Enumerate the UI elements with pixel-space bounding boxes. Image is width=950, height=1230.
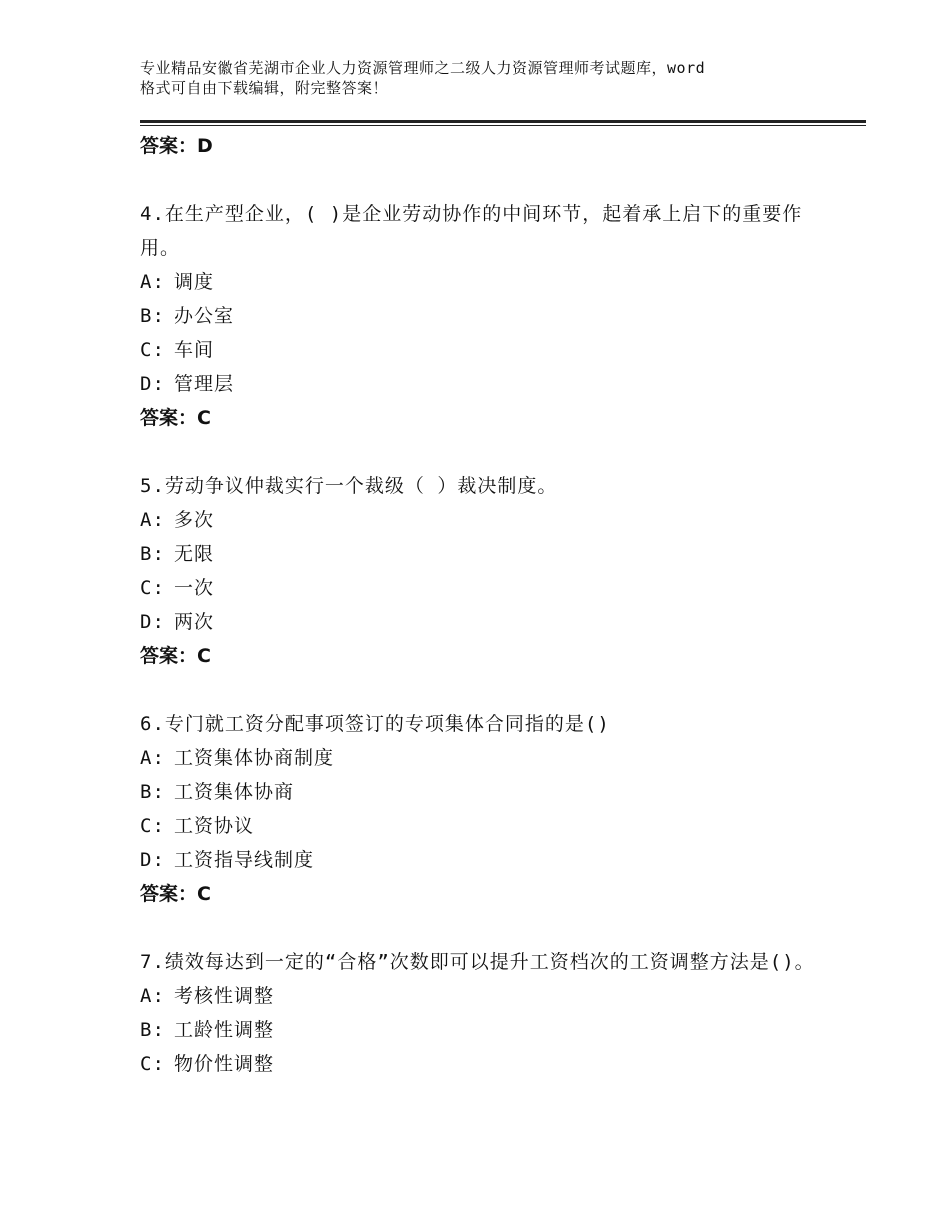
option-text: 工龄性调整 (174, 1019, 275, 1041)
option-key: C: (140, 1053, 165, 1075)
option-key: A: (140, 509, 165, 531)
question-7 (140, 945, 820, 1081)
answer-line: 答案：C (140, 883, 211, 905)
option-key: D: (140, 611, 165, 633)
option-text: 调度 (174, 271, 215, 293)
answer-line: 答案：C (140, 407, 211, 429)
option-a (140, 741, 820, 775)
option-text: 多次 (174, 509, 215, 531)
question-text: 7.绩效每达到一定的“合格”次数即可以提升工资档次的工资调整方法是()。 (140, 951, 815, 973)
option-b (140, 537, 820, 571)
option-d (140, 367, 820, 401)
option-text: 工资指导线制度 (174, 849, 315, 871)
option-key: B: (140, 305, 165, 327)
option-key: A: (140, 271, 165, 293)
option-c (140, 809, 820, 843)
option-text: 考核性调整 (174, 985, 275, 1007)
option-d (140, 843, 820, 877)
option-key: A: (140, 985, 165, 1007)
question-4 (140, 197, 820, 435)
option-a (140, 979, 820, 1013)
option-text: 车间 (174, 339, 215, 361)
question-text: 4.在生产型企业，( )是企业劳动协作的中间环节，起着承上启下的重要作用。 (140, 203, 803, 259)
option-text: 一次 (174, 577, 215, 599)
question-text: 6.专门就工资分配事项签订的专项集体合同指的是() (140, 713, 610, 735)
option-c (140, 333, 820, 367)
option-d (140, 605, 820, 639)
option-text: 管理层 (174, 373, 235, 395)
option-key: A: (140, 747, 165, 769)
option-key: D: (140, 849, 165, 871)
header-line-1: 专业精品安徽省芜湖市企业人力资源管理师之二级人力资源管理师考试题库，word (140, 59, 706, 77)
document-header (140, 58, 830, 98)
option-key: C: (140, 339, 165, 361)
option-a (140, 265, 820, 299)
option-text: 物价性调整 (174, 1053, 275, 1075)
option-text: 工资协议 (174, 815, 255, 837)
option-c (140, 571, 820, 605)
option-key: B: (140, 1019, 165, 1041)
previous-answer: 答案：D (140, 135, 213, 157)
option-text: 两次 (174, 611, 215, 633)
option-key: C: (140, 577, 165, 599)
option-key: D: (140, 373, 165, 395)
question-text: 5.劳动争议仲裁实行一个裁级（ ）裁决制度。 (140, 475, 558, 497)
header-rule-thin (140, 125, 866, 126)
option-a (140, 503, 820, 537)
option-text: 办公室 (174, 305, 235, 327)
header-line-2: 格式可自由下载编辑，附完整答案！ (140, 79, 389, 97)
option-text: 无限 (174, 543, 215, 565)
option-key: B: (140, 543, 165, 565)
option-b (140, 1013, 820, 1047)
option-text: 工资集体协商制度 (174, 747, 335, 769)
answer-line: 答案：C (140, 645, 211, 667)
question-5 (140, 469, 820, 673)
option-text: 工资集体协商 (174, 781, 295, 803)
option-c (140, 1047, 820, 1081)
option-key: B: (140, 781, 165, 803)
option-b (140, 299, 820, 333)
option-key: C: (140, 815, 165, 837)
option-b (140, 775, 820, 809)
question-list (140, 129, 820, 1081)
header-rule-thick (140, 120, 866, 123)
question-6 (140, 707, 820, 911)
